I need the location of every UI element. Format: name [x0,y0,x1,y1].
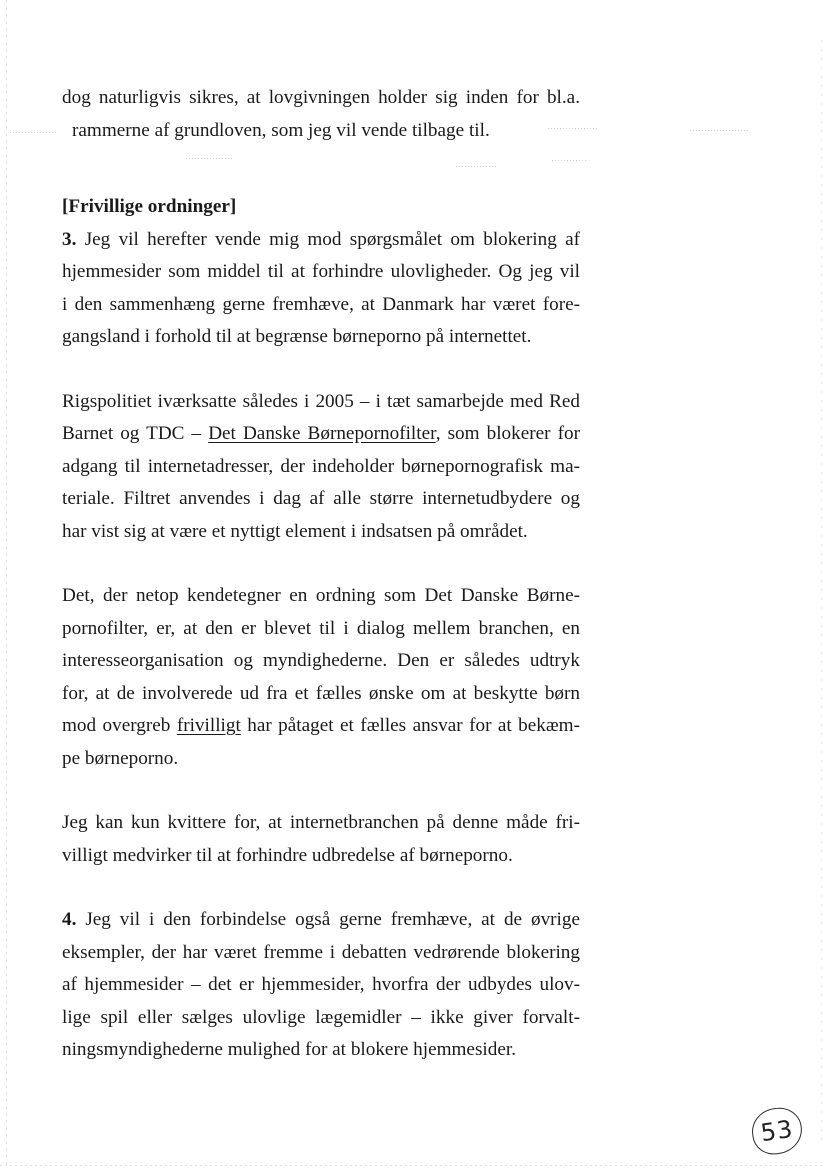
paragraph-number: 4. [62,909,77,930]
scan-edge-bottom [0,1165,825,1166]
underlined-term: frivilligt [176,715,241,736]
scan-smudge [690,130,750,131]
paragraph-det [62,580,580,775]
text-line: pornofilter, er, at den er blevet til i dialog mellem branchen, en [62,617,580,639]
text-line: villigt medvirker til at forhindre udbredelse af børneporno. [62,844,513,866]
text-line: i den sammenhæng gerne fremhæve, at Danmark har været fore- [62,293,580,315]
text-line: Rigspolitiet iværksatte således i 2005 – i tæt samarbejde med Red [62,390,580,412]
paragraph-rigspolitiet [62,386,580,549]
text-line: for, at de involverede ud fra et fælles ønske om at beskytte børn [62,682,580,704]
text-segment: har påtaget et fælles ansvar for at bekæm- [240,715,581,736]
text-line [62,224,580,257]
document-page [62,82,580,1067]
text-line: Jeg kan kun kvittere for, at internetbranchen på denne måde fri- [62,812,580,833]
text-line: interesseorganisation og myndighederne. Den er således udtryk [62,650,580,671]
text-line: har vist sig at være et nyttigt element i indsatsen på området. [62,520,528,542]
text-segment: , som blokerer for [435,423,580,444]
text-line: rammerne af grundloven, som jeg vil vende tilbage til. [72,119,490,141]
page-number-stamp: 53 [749,1105,805,1158]
text-line: Det, der netop kendetegner en ordning som Det Danske Børne- [62,585,580,606]
paragraph-jeg [62,807,580,872]
paragraph-3 [62,224,580,354]
text-segment: Barnet og TDC – [62,423,209,444]
text-line: pe børneporno. [62,747,179,769]
paragraph-number: 3. [62,228,77,250]
text-line [62,418,580,451]
scan-smudge [10,132,58,133]
intro-paragraph [62,82,580,147]
text-line: gangsland i forhold til at begrænse børneporno på internettet. [62,326,532,347]
underlined-term: Det Danske Børnepornofilter [208,423,436,444]
paragraph-4 [62,904,580,1067]
scan-edge-left [6,0,7,1168]
section-heading: [Frivillige ordninger] [62,196,237,217]
text-line-rest: Jeg vil herefter vende mig mod spørgsmålet om blokering af [76,228,580,250]
text-line [62,904,580,937]
text-segment: mod overgreb [62,715,177,736]
text-line: af hjemmesider – det er hjemmesider, hvorfra der udbydes ulov- [62,974,580,995]
text-line: ningsmyndighederne mulighed for at blokere hjemmesider. [62,1039,516,1060]
text-line: hjemmesider som middel til at forhindre ulovligheder. Og jeg vil [62,261,580,282]
text-line: lige spil eller sælges ulovlige lægemidler – ikke giver forvalt- [62,1006,580,1028]
text-line: eksempler, der har været fremme i debatten vedrørende blokering [62,941,580,963]
text-line-rest: Jeg vil i den forbindelse også gerne fremhæve, at de øvrige [76,909,580,930]
text-line: adgang til internetadresser, der indeholder børnepornografisk ma- [62,455,580,477]
text-line: teriale. Filtret anvendes i dag af alle større internetudbydere og [62,488,580,509]
text-line: dog naturligvis sikres, at lovgivningen holder sig inden for bl.a. [62,87,580,108]
scan-edge-right [821,40,822,1140]
text-line [62,710,580,743]
